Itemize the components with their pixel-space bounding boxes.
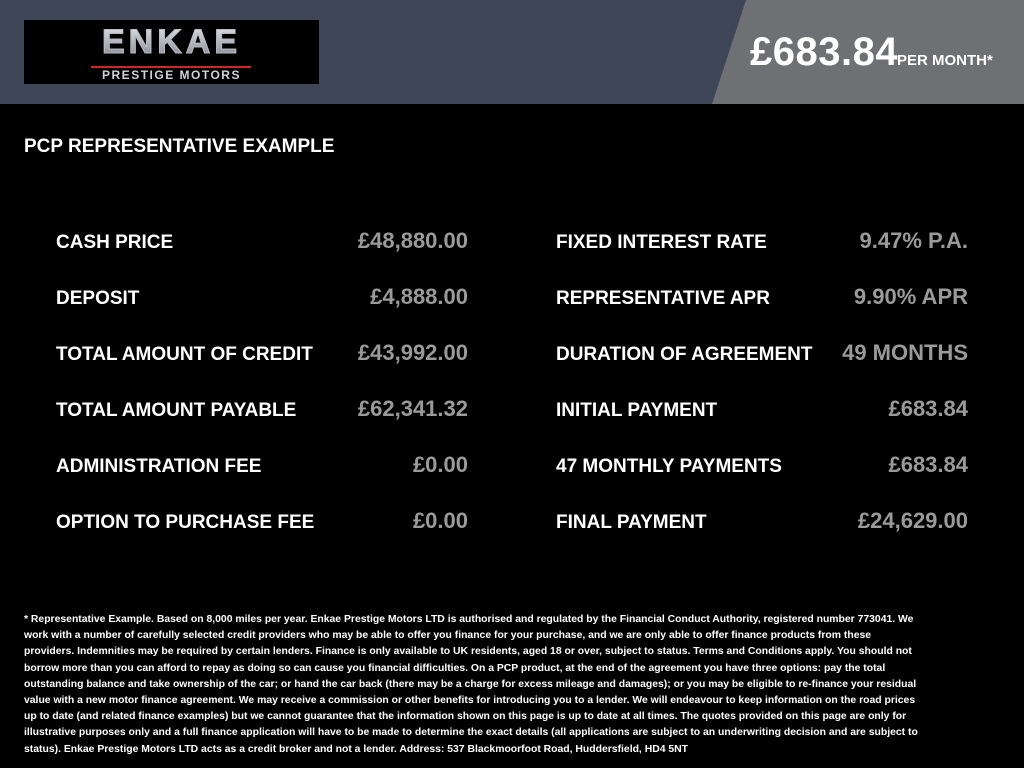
row-label: DURATION OF AGREEMENT (556, 344, 813, 365)
row-value: £4,888.00 (370, 284, 468, 309)
row-value: £24,629.00 (857, 508, 968, 533)
row-label: ADMINISTRATION FEE (56, 456, 262, 477)
company-logo (24, 20, 319, 84)
finance-row (556, 336, 968, 392)
row-label: FINAL PAYMENT (556, 512, 707, 533)
finance-row (556, 280, 968, 336)
row-value: 9.47% P.A. (859, 228, 968, 253)
row-value: 9.90% APR (853, 284, 968, 309)
finance-row (56, 224, 468, 280)
finance-row (556, 392, 968, 448)
monthly-price-suffix: PER MONTH* (897, 52, 993, 69)
finance-row (556, 224, 968, 280)
row-label: CASH PRICE (56, 232, 174, 253)
logo-subtext: PRESTIGE MOTORS (102, 68, 241, 82)
finance-column-left (56, 224, 468, 560)
finance-row (56, 280, 468, 336)
finance-row (556, 504, 968, 560)
row-label: REPRESENTATIVE APR (556, 288, 770, 309)
row-label: FIXED INTEREST RATE (556, 232, 767, 253)
row-label: OPTION TO PURCHASE FEE (56, 512, 315, 533)
row-value: £43,992.00 (357, 340, 468, 365)
row-label: TOTAL AMOUNT OF CREDIT (56, 344, 313, 365)
row-label: 47 MONTHLY PAYMENTS (556, 456, 782, 477)
row-value: £48,880.00 (357, 228, 468, 253)
monthly-price: £683.84 (750, 30, 899, 74)
finance-row (56, 336, 468, 392)
row-value: £683.84 (888, 396, 968, 421)
section-title: PCP REPRESENTATIVE EXAMPLE (24, 136, 335, 157)
row-label: INITIAL PAYMENT (556, 400, 718, 421)
row-value: £0.00 (412, 508, 468, 533)
finance-column-right (556, 224, 968, 560)
finance-disclaimer: * Representative Example. Based on 8,000 miles per year. Enkae Prestige Motors LTD is authorised and regulated by the Financial Conduct Authority, registered number 773041. We work with a number of carefully selected credit providers who may be able to offer you finance for your purchase, and we are only able to offer finance products from these providers. Indemnities may be required by certain lenders. Finance is only available to UK residents, aged 18 or over, subject to status. Terms and Conditions apply. You should not borrow more than you can afford to repay as doing so can cause you financial difficulties. On a PCP product, at the end of the agreement you have three options: pay the total outstanding balance and take ownership of the car; or hand the car back (there may be a charge for excess mileage and damages); or you may be eligible to re-finance your residual value with a new motor finance agreement. We may receive a commission or other benefits for introducing you to a lender. We will endeavour to keep information on the road prices up to date (and related finance examples) but we cannot guarantee that the information shown on this page is up to date at all times. The quotes provided on this page are only for illustrative purposes only and a full finance application will have to be made to determine the exact details (all applications are subject to an underwriting decision and are subject to status). Enkae Prestige Motors LTD acts as a credit broker and not a lender. Address: 537 Blackmoorfoot Road, Huddersfield, HD4 5NT (24, 614, 918, 755)
row-label: TOTAL AMOUNT PAYABLE (56, 400, 297, 421)
logo-wordmark: ENKAE (24, 22, 319, 62)
row-value: £62,341.32 (357, 396, 468, 421)
finance-row (56, 504, 468, 560)
row-value: £683.84 (888, 452, 968, 477)
finance-row (556, 448, 968, 504)
row-value: 49 MONTHS (842, 340, 968, 365)
finance-row (56, 392, 468, 448)
row-value: £0.00 (412, 452, 468, 477)
row-label: DEPOSIT (56, 288, 140, 309)
finance-row (56, 448, 468, 504)
